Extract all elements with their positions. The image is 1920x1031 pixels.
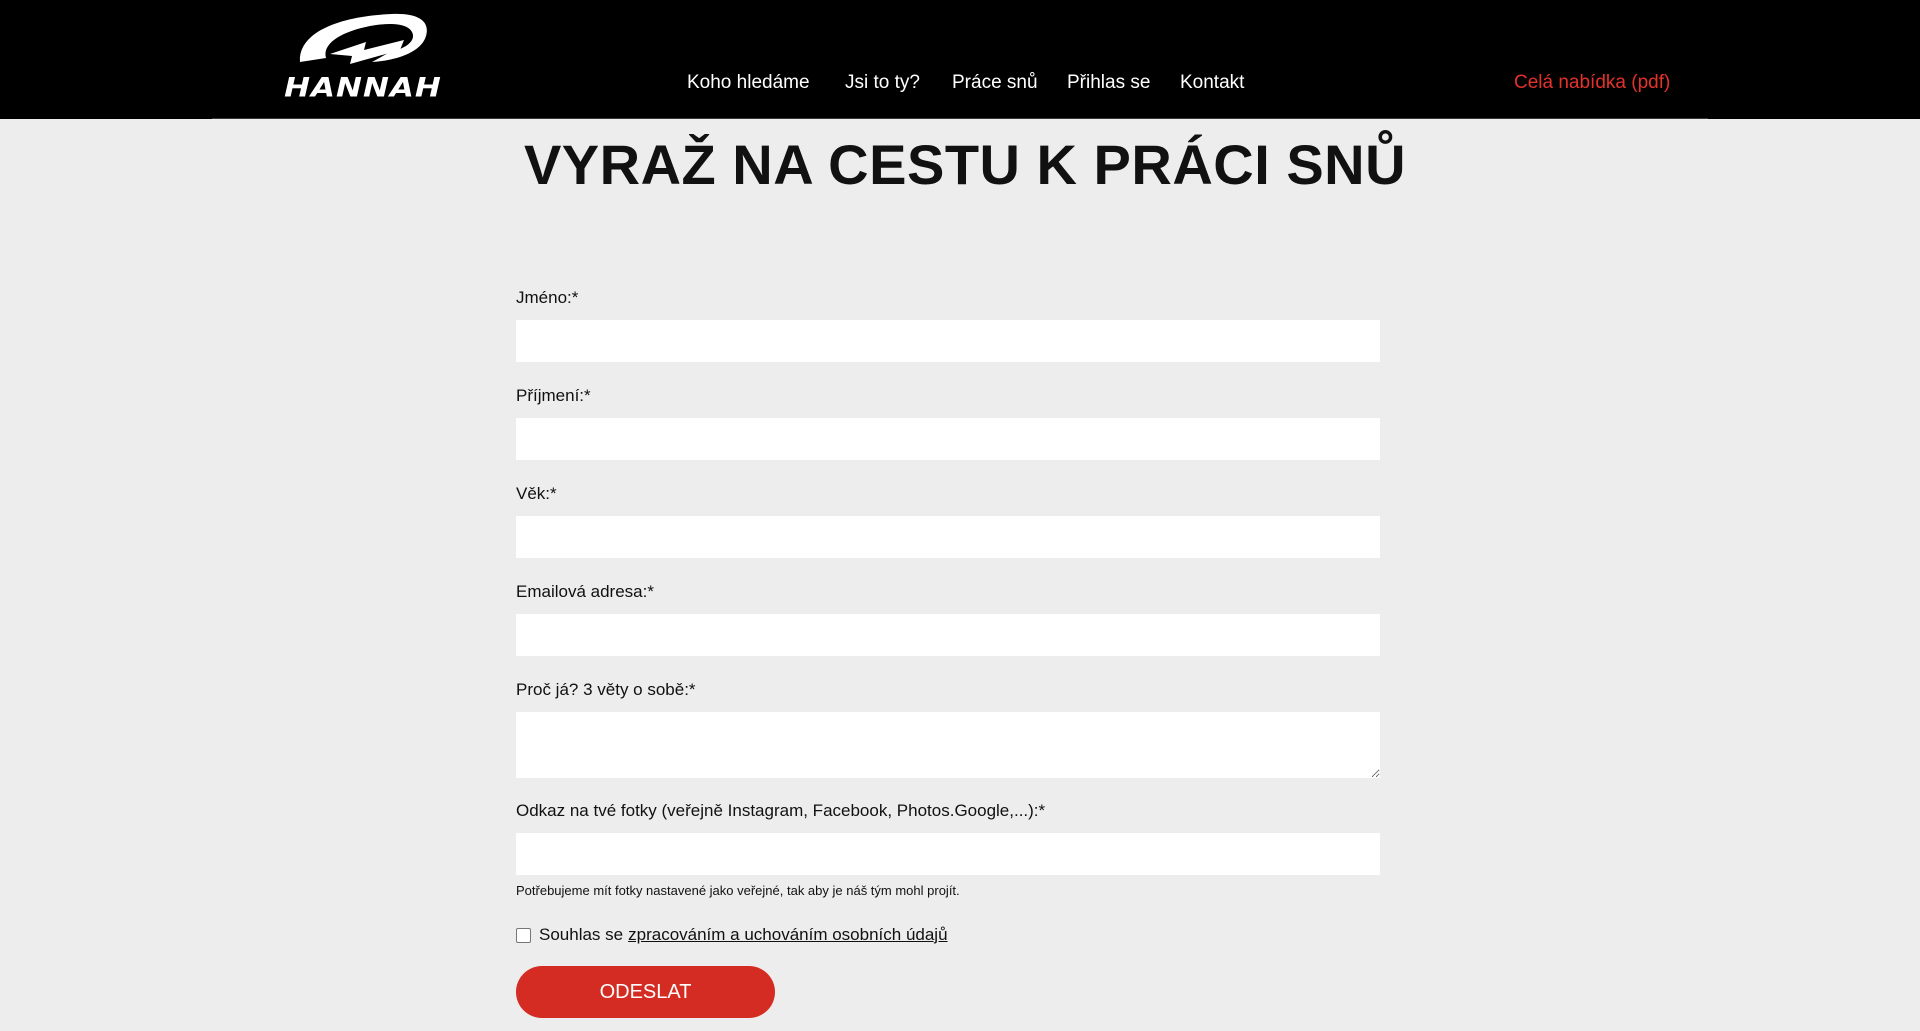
first-name-label: Jméno:*: [516, 288, 579, 307]
age-label: Věk:*: [516, 484, 557, 503]
consent-label: Souhlas se: [539, 925, 624, 944]
consent-checkbox[interactable]: [516, 928, 531, 943]
about-label: Proč já? 3 věty o sobě:*: [516, 680, 696, 699]
consent-row: [516, 924, 948, 946]
photos-link-input[interactable]: [516, 833, 1380, 875]
nav-item-prihlas-se[interactable]: Přihlas se: [1067, 72, 1151, 93]
photos-label: Odkaz na tvé fotky (veřejně Instagram, Facebook, Photos.Google,...):*: [516, 801, 1046, 820]
about-textarea[interactable]: [516, 712, 1380, 778]
email-input[interactable]: [516, 614, 1380, 656]
logo-text: HANNAH: [284, 72, 442, 104]
nav-item-prace-snu[interactable]: Práce snů: [952, 72, 1038, 93]
nav-item-jsi-to-ty[interactable]: Jsi to ty?: [845, 72, 920, 93]
nav-item-koho-hledame[interactable]: Koho hledáme: [687, 72, 810, 93]
nav-item-kontakt[interactable]: Kontakt: [1180, 72, 1245, 93]
privacy-policy-link[interactable]: zpracováním a uchováním osobních údajů: [628, 925, 948, 944]
pdf-offer-link[interactable]: Celá nabídka (pdf): [1514, 72, 1671, 93]
last-name-label: Příjmení:*: [516, 386, 591, 405]
page-title: VYRAŽ NA CESTU K PRÁCI SNŮ: [523, 133, 1407, 196]
age-input[interactable]: [516, 516, 1380, 558]
submit-button[interactable]: ODESLAT: [516, 966, 775, 1018]
application-form: [516, 0, 1380, 1031]
first-name-input[interactable]: [516, 320, 1380, 362]
email-label: Emailová adresa:*: [516, 582, 654, 601]
last-name-input[interactable]: [516, 418, 1380, 460]
photos-hint: Potřebujeme mít fotky nastavené jako veřejné, tak aby je náš tým mohl projít.: [516, 883, 960, 898]
